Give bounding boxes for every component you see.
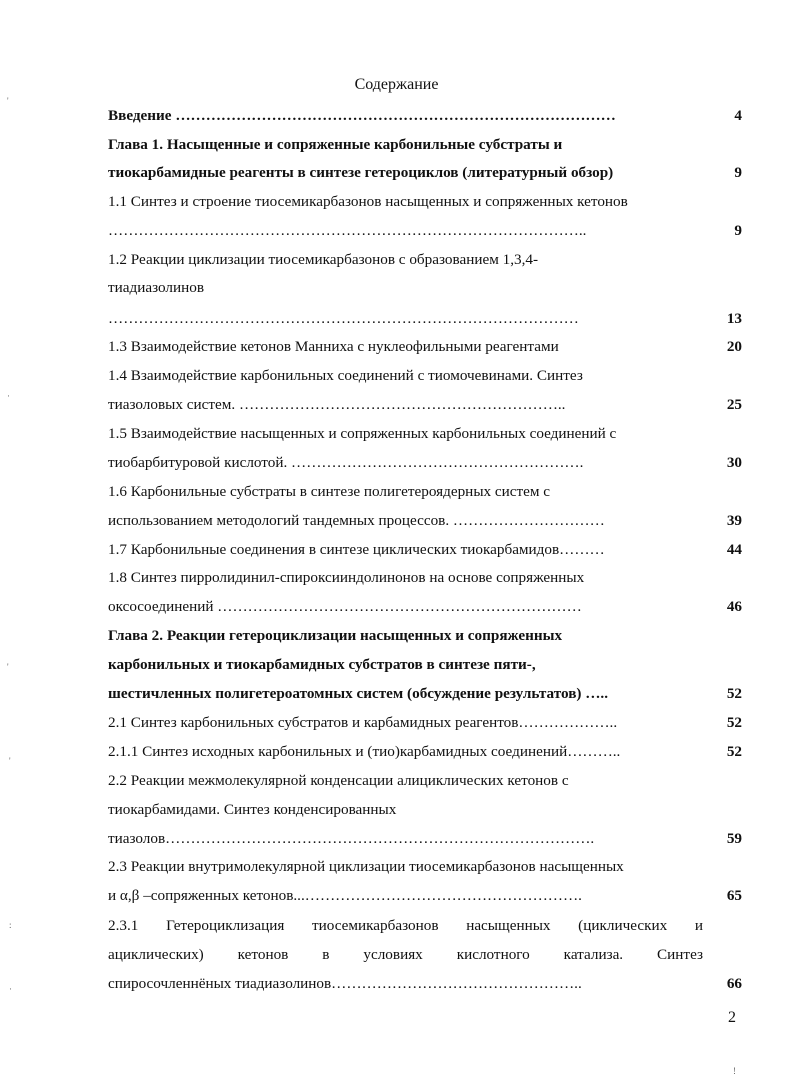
scan-mark: ' bbox=[7, 96, 9, 106]
toc-line-1-5-part1: 1.5 Взаимодействие насыщенных и сопряженных карбонильных соединений с bbox=[108, 425, 617, 442]
toc-line-chapter2-part2: карбонильных и тиокарбамидных субстратов в синтезе пяти-, bbox=[108, 656, 536, 673]
toc-line-1-8-part1: 1.8 Синтез пирролидинил-спироксииндолинонов на основе сопряженных bbox=[108, 569, 585, 586]
toc-page-number: 25 bbox=[726, 396, 742, 413]
toc-line-2-3-part2: и α,β –сопряженных кетонов...………………………………………………. bbox=[108, 887, 582, 904]
toc-page-number: 4 bbox=[734, 107, 742, 124]
toc-line-2-1: 2.1 Синтез карбонильных субстратов и карбамидных реагентов……………….. bbox=[108, 714, 618, 731]
toc-line-chapter1-part1: Глава 1. Насыщенные и сопряженные карбонильные субстраты и bbox=[108, 136, 563, 153]
toc-line-1-1-leader: ………………………………………………………………………………….. bbox=[108, 222, 587, 239]
toc-line-1-4-part2: тиазоловых систем. ……………………………………………………….. bbox=[108, 396, 566, 413]
scan-mark: : bbox=[9, 920, 12, 930]
toc-page-number: 46 bbox=[726, 598, 742, 615]
toc-line-2-3-1-part1: 2.3.1 Гетероциклизация тиосемикарбазонов насыщенных (циклических и bbox=[108, 917, 703, 934]
toc-line-chapter2-part1: Глава 2. Реакции гетероциклизации насыщенных и сопряженных bbox=[108, 627, 563, 644]
toc-page-number: 65 bbox=[726, 887, 742, 904]
toc-line-1-2-part2: тиадиазолинов bbox=[108, 279, 205, 296]
toc-line-2-3-1-part2: ациклических) кетонов в условиях кислотного катализа. Синтез bbox=[108, 946, 703, 963]
toc-line-2-2-part2: тиокарбамидами. Синтез конденсированных bbox=[108, 801, 397, 818]
toc-page-number: 66 bbox=[726, 975, 742, 992]
toc-title: Содержание bbox=[354, 76, 439, 93]
page-number: 2 bbox=[728, 1009, 736, 1026]
toc-line-1-6-part1: 1.6 Карбонильные субстраты в синтезе полигетероядерных систем с bbox=[108, 483, 551, 500]
toc-page-number: 44 bbox=[726, 541, 742, 558]
toc-page-number: 52 bbox=[726, 685, 742, 702]
toc-line-2-2-part1: 2.2 Реакции межмолекулярной конденсации алициклических кетонов с bbox=[108, 772, 569, 789]
toc-page-number: 30 bbox=[726, 454, 742, 471]
toc-line-chapter2-part3: шестичленных полигетероатомных систем (обсуждение результатов) ….. bbox=[108, 685, 609, 702]
toc-line-1-5-part2: тиобарбитуровой кислотой. …………………………………………………. bbox=[108, 454, 584, 471]
toc-line-1-1: 1.1 Синтез и строение тиосемикарбазонов насыщенных и сопряженных кетонов bbox=[108, 193, 628, 210]
toc-page-number: 59 bbox=[726, 830, 742, 847]
toc-page-number: 52 bbox=[726, 714, 742, 731]
toc-line-2-3-part1: 2.3 Реакции внутримолекулярной циклизации тиосемикарбазонов насыщенных bbox=[108, 858, 624, 875]
scan-mark: ! bbox=[733, 1066, 736, 1076]
scan-mark: · bbox=[9, 984, 12, 994]
toc-line-2-1-1: 2.1.1 Синтез исходных карбонильных и (тио)карбамидных соединений……….. bbox=[108, 743, 621, 760]
toc-page-number: 20 bbox=[726, 338, 742, 355]
scan-mark: ' bbox=[9, 756, 11, 766]
scan-mark: · bbox=[7, 391, 10, 401]
toc-line-1-3: 1.3 Взаимодействие кетонов Манниха с нуклеофильными реагентами bbox=[108, 338, 559, 355]
toc-page-number: 52 bbox=[726, 743, 742, 760]
toc-line-1-8-part2: оксосоединений ……………………………………………………………… bbox=[108, 598, 582, 615]
toc-line-1-4-part1: 1.4 Взаимодействие карбонильных соединений с тиомочевинами. Синтез bbox=[108, 367, 583, 384]
toc-page-number: 9 bbox=[734, 222, 742, 239]
toc-page-number: 13 bbox=[726, 310, 742, 327]
toc-line-1-2-part1: 1.2 Реакции циклизации тиосемикарбазонов с образованием 1,3,4- bbox=[108, 251, 539, 268]
scan-mark: ' bbox=[7, 662, 9, 672]
toc-line-1-6-part2: использованием методологий тандемных процессов. ………………………… bbox=[108, 512, 605, 529]
toc-line-2-3-1-part3: спиросочленнёных тиадиазолинов………………………………………….. bbox=[108, 975, 582, 992]
toc-page-number: 39 bbox=[726, 512, 742, 529]
toc-line-1-2-leader: ………………………………………………………………………………… bbox=[108, 310, 579, 327]
toc-line-1-7: 1.7 Карбонильные соединения в синтезе циклических тиокарбамидов……… bbox=[108, 541, 605, 558]
toc-line-2-2-part3: тиазолов…………………………………………………………………………. bbox=[108, 830, 595, 847]
toc-line-introduction: Введение …………………………………………………………………………… bbox=[108, 107, 616, 124]
toc-line-chapter1-part2: тиокарбамидные реагенты в синтезе гетероциклов (литературный обзор) bbox=[108, 164, 614, 181]
toc-page-number: 9 bbox=[734, 164, 742, 181]
